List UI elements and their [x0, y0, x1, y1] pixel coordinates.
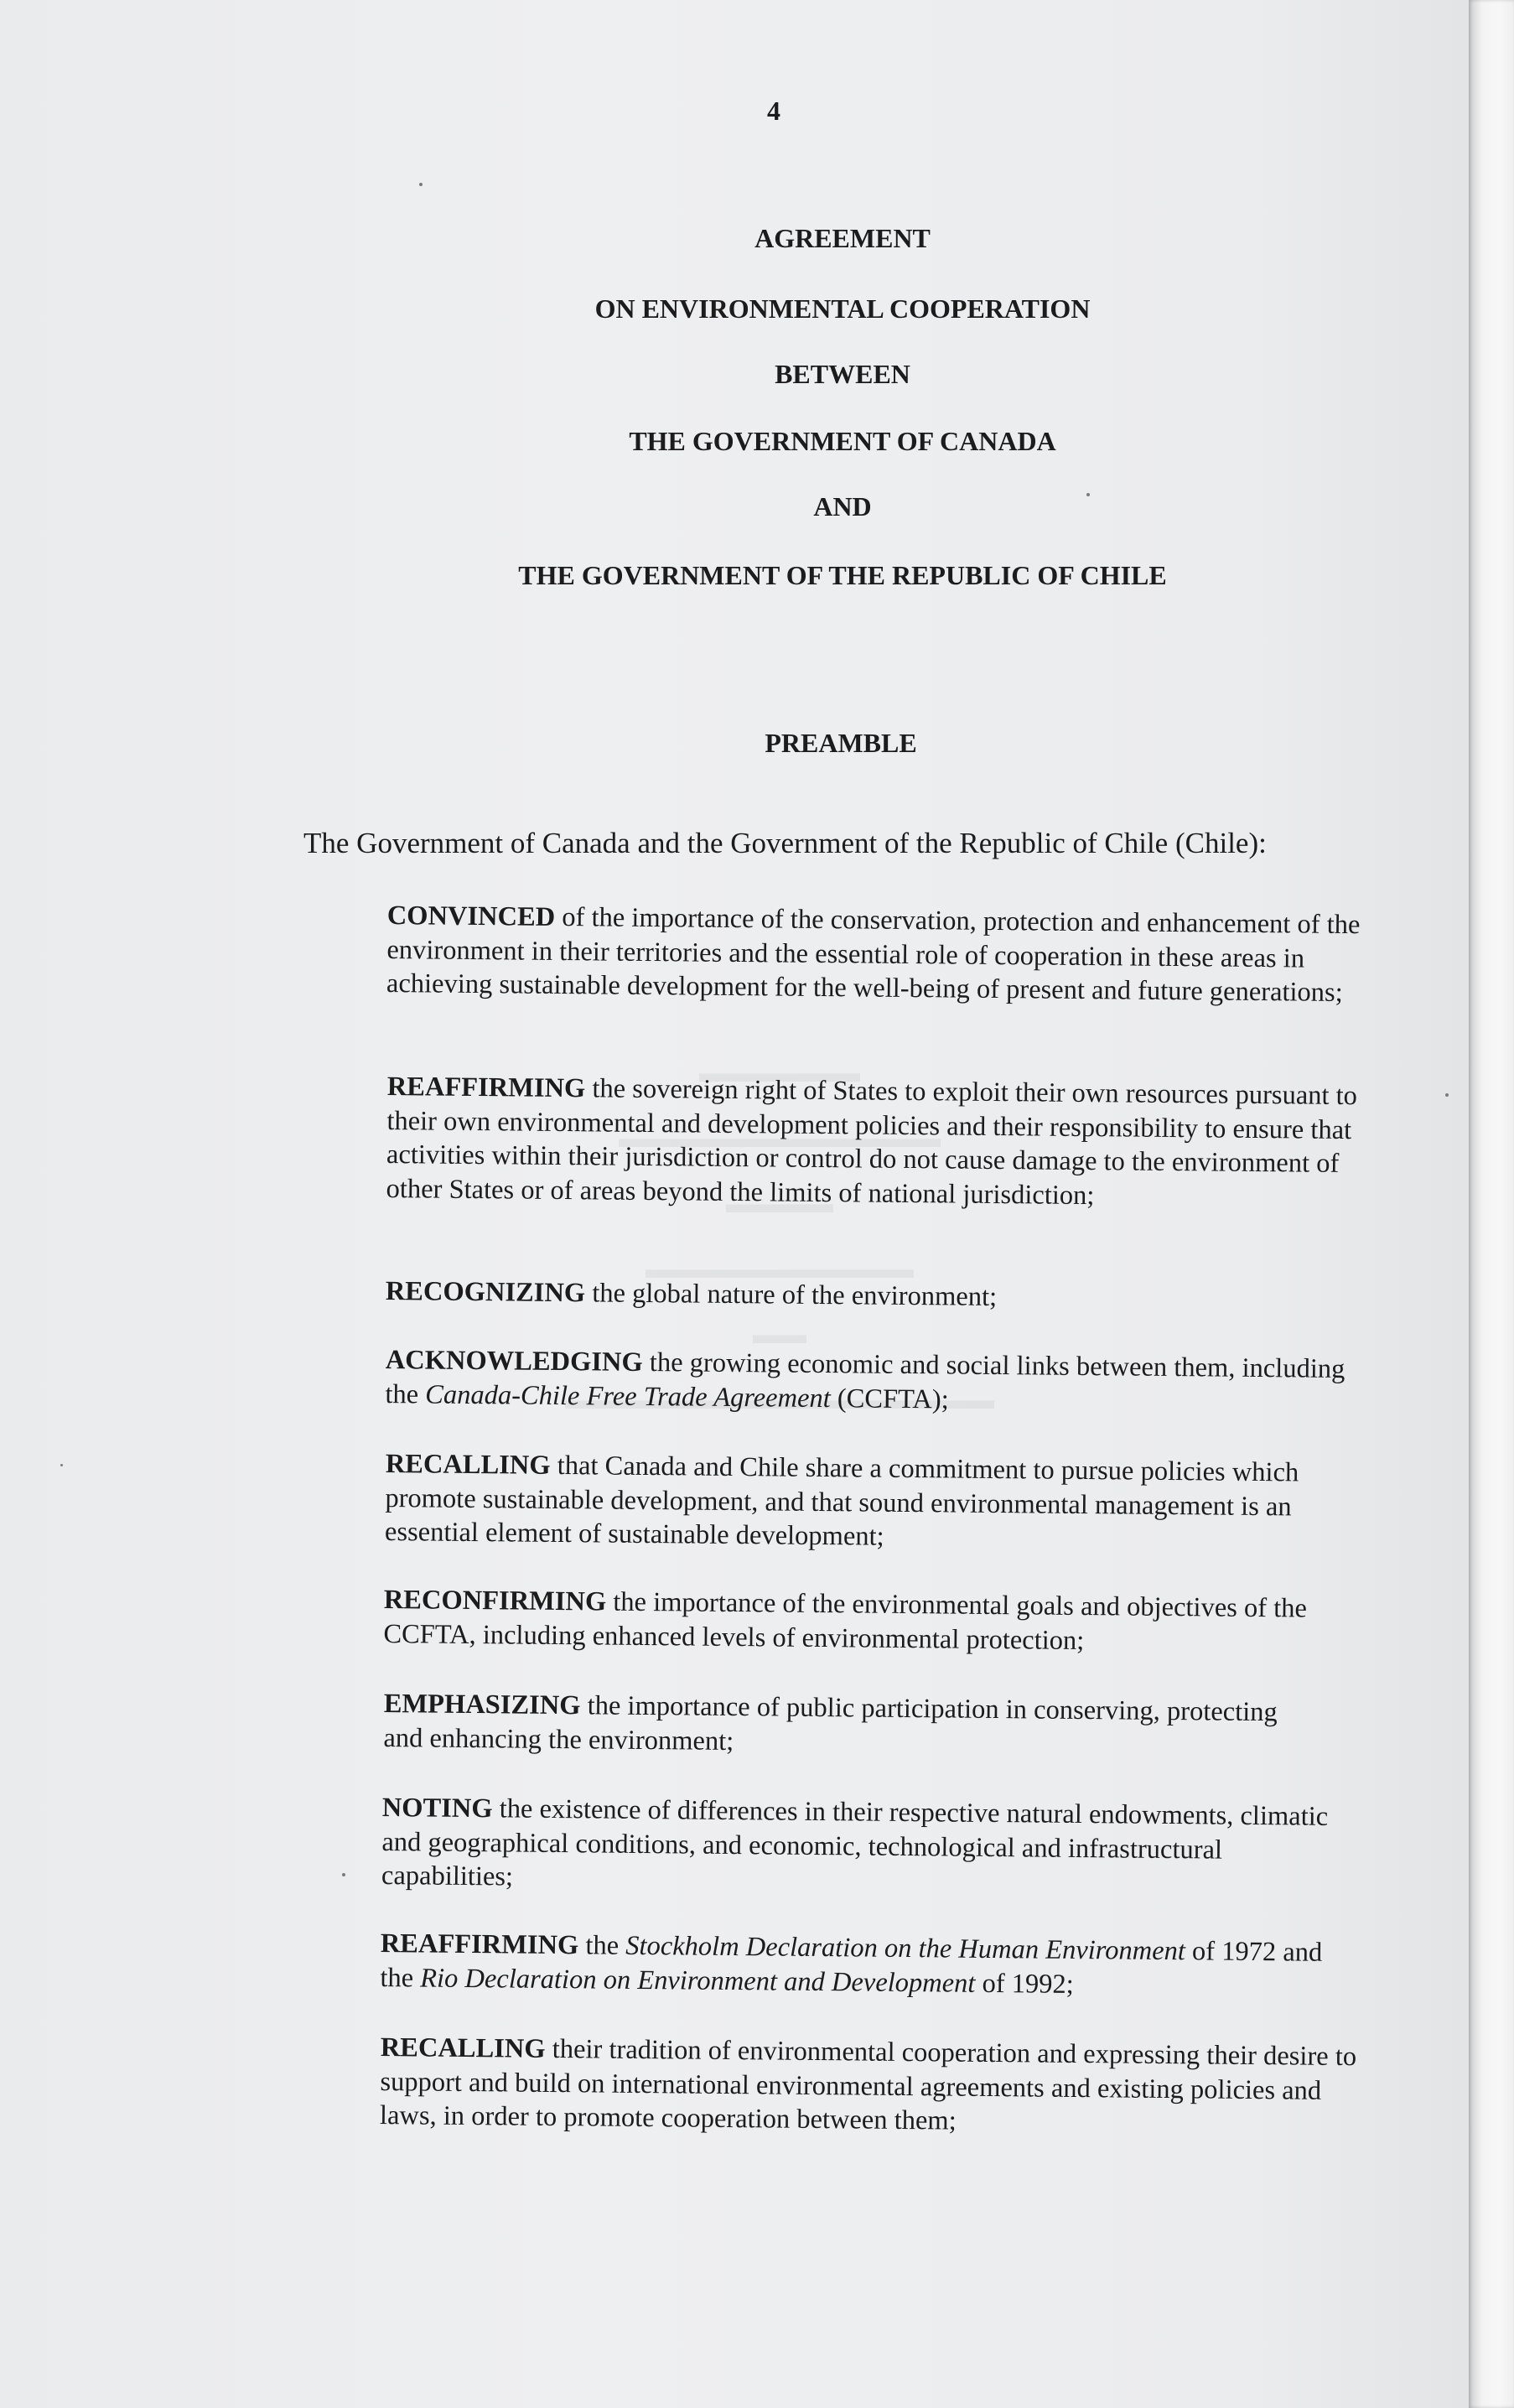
page-number: 4: [767, 96, 780, 126]
clause-keyword: RECOGNIZING: [385, 1275, 586, 1309]
clause-acknowledging: [385, 1343, 1350, 1420]
clause-reconfirming: [383, 1583, 1356, 1660]
clause-keyword: NOTING: [381, 1793, 493, 1824]
clause-text: the existence of differences in their respective natural endowments, climatic and geographical conditions, and economic, technological and infrastructural capabilities;: [381, 1793, 1329, 1892]
preamble-heading: PREAMBLE: [765, 728, 917, 758]
scan-speck: [1445, 1093, 1449, 1097]
clause-keyword: CONVINCED: [386, 900, 556, 932]
title-line-agreement: AGREEMENT: [754, 223, 931, 253]
clause-reaffirming-sovereign: [386, 1070, 1389, 1215]
clause-keyword: RECALLING: [380, 2032, 546, 2064]
preamble-intro: The Government of Canada and the Government of the Republic of Chile (Chile):: [303, 827, 1267, 859]
scan-speck: [1086, 493, 1090, 496]
book-gutter-edge: [1469, 0, 1514, 2408]
clause-italic-title: Canada-Chile Free Trade Agreement: [425, 1378, 831, 1414]
clause-text: the growing economic and social links between them, including the: [385, 1347, 1345, 1409]
clause-reaffirming-declarations: [380, 1927, 1361, 2004]
clause-text: the: [578, 1930, 626, 1961]
clause-italic-rio: Rio Declaration on Environment and Development: [420, 1962, 976, 1999]
clause-text: the importance of the environmental goals and objectives of the CCFTA, including enhanced levels of environmental protection;: [383, 1586, 1308, 1656]
clause-keyword: REAFFIRMING: [380, 1928, 579, 1961]
clause-keyword: RECONFIRMING: [383, 1584, 607, 1617]
clause-keyword: ACKNOWLEDGING: [385, 1344, 643, 1378]
clause-keyword: RECALLING: [385, 1448, 551, 1481]
title-line-chile: THE GOVERNMENT OF THE REPUBLIC OF CHILE: [518, 560, 1167, 590]
clause-text: the global nature of the environment;: [584, 1278, 998, 1312]
clause-italic-stockholm: Stockholm Declaration on the Human Environment: [625, 1930, 1186, 1967]
clause-text: that Canada and Chile share a commitment to pursue policies which promote sustainable development, and that sound environmental management is an essential element of sustainable development;: [384, 1450, 1299, 1552]
clause-emphasizing: [383, 1687, 1323, 1764]
clause-text: of the importance of the conservation, protection and enhancement of the environment in their territories and the essential role of cooperation in these areas in achieving sustainable development for the well-being of present and future generations;: [386, 901, 1361, 1008]
title-line-subject: ON ENVIRONMENTAL COOPERATION: [594, 293, 1091, 324]
scan-speck: [60, 1464, 63, 1466]
clause-text: the importance of public participation in conserving, protecting and enhancing the environment;: [383, 1690, 1278, 1757]
clause-recalling-tradition: [380, 2031, 1366, 2142]
clause-text: the sovereign right of States to exploit their own resources pursuant to their own environmental and development policies and their responsibility to ensure that activities within their jurisdiction or control do not cause damage to the environment of other States or of areas beyond the limits of national jurisdiction;: [386, 1073, 1358, 1211]
clause-text-end: of 1992;: [975, 1968, 1074, 2000]
clause-text: their tradition of environmental cooperation and expressing their desire to support and build on international environmental agreements and existing policies and laws, in order to promote cooperation between them;: [379, 2033, 1357, 2136]
clause-keyword: EMPHASIZING: [383, 1688, 581, 1721]
scan-speck: [342, 1873, 345, 1876]
clause-convinced: [386, 899, 1372, 1010]
clause-noting: [381, 1791, 1346, 1902]
title-line-between: BETWEEN: [775, 359, 910, 389]
clause-text-mid: of 1972 and the: [380, 1936, 1323, 1993]
scan-speck: [419, 183, 423, 186]
title-line-and: AND: [813, 491, 872, 522]
title-line-canada: THE GOVERNMENT OF CANADA: [629, 426, 1056, 456]
clause-text-end: (CCFTA);: [830, 1383, 949, 1414]
clause-recalling-commitment: [385, 1447, 1350, 1559]
clause-keyword: REAFFIRMING: [386, 1071, 586, 1104]
